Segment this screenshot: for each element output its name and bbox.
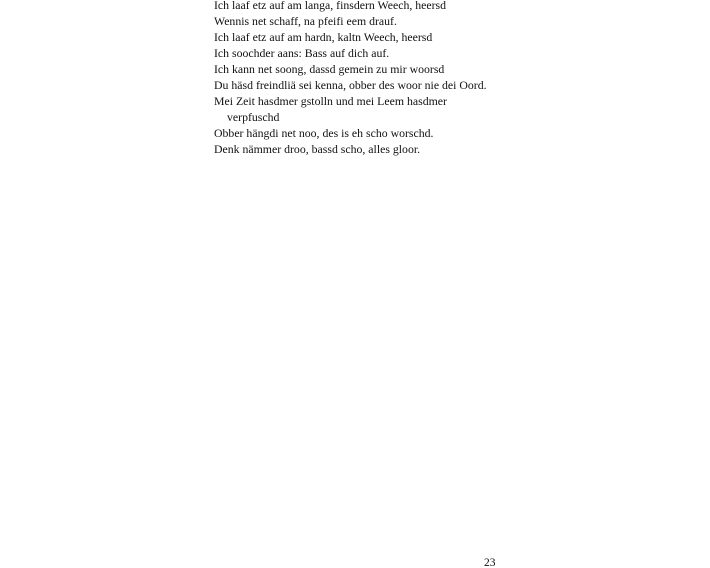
poem-line: Ich laaf etz auf am hardn, kaltn Weech, heersd [214, 30, 433, 44]
poem-line-continuation: verpfuschd [227, 110, 280, 124]
poem-line: Ich laaf etz auf am langa, finsdern Weech, heersd [214, 0, 447, 12]
poem-line: Obber hängdi net noo, des is eh scho worschd. [214, 126, 434, 140]
poem-text [214, 0, 654, 157]
poem-line: Ich kann net soong, dassd gemein zu mir woorsd [214, 62, 445, 76]
poem-line: Du häsd freindliä sei kenna, obber des woor nie dei Oord. [214, 78, 487, 92]
poem-line: Ich soochder aans: Bass auf dich auf. [214, 46, 390, 60]
poem-line: Denk nämmer droo, bassd scho, alles gloor. [214, 142, 421, 156]
page-number: 23 [484, 557, 496, 568]
poem-line: Wennis net schaff, na pfeifi eem drauf. [214, 14, 397, 28]
poem-line: Mei Zeit hasdmer gstolln und mei Leem hasdmer [214, 94, 447, 108]
